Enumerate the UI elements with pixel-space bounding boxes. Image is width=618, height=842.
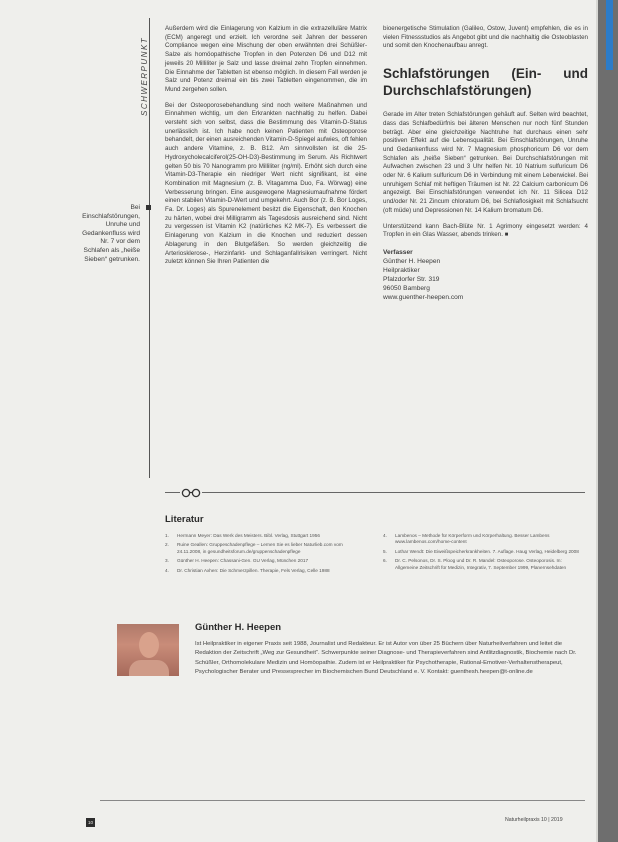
author-block: [383, 248, 588, 302]
paragraph: bioenergetische Stimulation (Galileo, Ostow, Juvent) empfehlen, die es in vielen Fitnessstudios als Angebot gibt und die nachhaltig die Osteoblasten und somit den Knochenaufbau anregt.: [383, 25, 588, 50]
article-column-right: [383, 25, 588, 302]
reference-item: 2. Ruine Geallen: Gruppeschadenpflege – Lernen Sie es lieber Naturlieb.com vom 24.11.2008, in gesundheitsforum.de/gruppenschadenpflege: [165, 542, 343, 554]
glasses-icon: [180, 486, 202, 499]
next-page-edge-strip: [606, 0, 613, 70]
sidenote-quote: Bei Einschlafstörungen, Unruhe und Gedankenfluss wird Nr. 7 vor dem Schlafen als „heiße Sieben“ getrunken.: [82, 204, 140, 263]
reference-item: 4. Lambenos – Methode für Körperform und Körperhaltung. Besser Lambens www.lambenos.com/home-content: [383, 533, 550, 545]
paragraph: Bei der Osteoporosebehandlung sind noch weitere Maßnahmen und Einnahmen wichtig, um den Erkrankten nachhaltig zu helfen. Dabei versteht sich von selbst, dass die Bestimmung des Vitamin-D-Status unerlässlich ist. Ich habe noch keinen Patienten mit Osteoporose behandelt, der einen ausreichenden Vitamin-D-Spiegel aufwies, oft fehlen auch andere Vitamine, z. B. B12. Am sinnvollsten ist die 25-Hydroxycholecalciferol(25-OH-D3)-Bestimmung im Serum. Als Richtwert gelten 50 bis 70 Nanogramm pro Milliliter (ng/ml). Erhöht sich durch eine Vitamin-D3-Therapie ein niedriger Wert nicht signifikant, ist eine Kombination mit Magnesium (z. B. Vitagamma Duo, Fa. Wörwag) eine Verbesserung bringen. Eine ausgewogene Magnesiumaufnahme fördert einen stabilen Vitamin-D-Wert und umgekehrt. Auch Bor (z. B. Bor Loges, Fa. Dr. Loges) als Spurenelement besitzt die Eigenschaft, den Knochen zu härten, wobei drei Milligramm als Tagesdosis ausreichend sind. Nicht zu vergessen ist Vitamin K2 (natürliches K2 MK-7). Es verbessert die Einlagerung von Kalzium in die Knochen und reduziert dessen Ablagerung in den Blutgefäßen. So werden gleichzeitig die Arteriosklerose-, Herzinfarkt- und Schlaganfallrisiken verringert. Nicht zuletzt können Sie Ihren Patienten die: [165, 101, 367, 266]
end-square-icon: ■: [504, 232, 509, 239]
author-website-link[interactable]: www.guenther-heepen.com: [383, 293, 464, 301]
reference-item: 6. Dr. C. Pelsonos, Dr. S. Ploog und Dr. R. Mandel: Osteoporose. Osteoporosis. In: Allgemeine Zeitschrift für Medizin, Integrativ, 7. September 1999, Planernsehdaten: [383, 558, 567, 570]
author-line: 96050 Bamberg: [383, 284, 430, 292]
bio-text: Ist Heilpraktiker in eigener Praxis seit 1988, Journalist und Redakteur. Er ist Autor von über 25 Büchern über Naturheilverfahren und leitet die Redaktion der Zeitschrift „Weg zur Gesundheit“. Schwerpunkte seiner Diagnose- und Therapieverfahren sind Antlitzdiagnostik, Biochemie nach Dr. Schüßler, Orthomolekulare Medizin und Homöopathie. Zudem ist er Heilpraktiker für Psychotherapie, Rational-Emotiver-Verhaltenstherapeut, Psychologischer Berater und Pressesprecher im Biochemischen Bund Deutschland e. V. Kontakt: guenthesh.heepen@t-online.de: [195, 641, 577, 676]
author-line: Heilpraktiker: [383, 266, 420, 274]
sidenote-marker: [146, 205, 151, 210]
literature-divider: [165, 492, 585, 493]
literature-list-right: [383, 533, 583, 574]
literature-title: Literatur: [165, 514, 204, 525]
journal-footer: Naturheilpraxis 10 | 2019: [505, 817, 563, 823]
reference-item: 1. Hermann Meyer: Das Werk des Meisters. Bibl. Verlag, Stuttgart 1956: [165, 533, 320, 538]
section-label: SCHWERPUNKT: [140, 36, 149, 116]
paragraph-text: Unterstützend kann Bach-Blüte Nr. 1 Agrimony eingesetzt werden: 4 Tropfen in ein Glas Wasser, abends trinken.: [383, 222, 588, 239]
paragraph: Außerdem wird die Einlagerung von Kalzium in die extrazelluläre Matrix (ECM) angeregt und erzielt. Ich verordne seit Jahren der besseren Compliance wegen eine Mischung der oben erwähnten drei Schüßler-Salze als homöopathische Tropfen in den Potenzen D6 und D12 mit jeweils 20 Milliliter je Salz und lasse dreimal zehn Tropfen einnehmen. Die Einnahme der Tabletten ist ebenso möglich. In diesem Fall werden je Salz und Potenz dreimal ein bis zwei Tabletten eingenommen, die im Mund zergehen sollen.: [165, 25, 367, 93]
reference-item: 4. Dr. Christian Axhen: Die Schmerzpillen. Therapie, Fels Verlag, Celle 1988: [165, 567, 330, 573]
article-column-left: [165, 25, 367, 274]
bio-name: Günther H. Heepen: [195, 622, 282, 633]
reference-item: 5. Lothar Wendt: Die Eiweißspeicherkrankheiten. 7. Auflage. Haug Verlag, Heidelberg 2008: [383, 548, 579, 554]
footer-rule: [100, 800, 585, 801]
author-photo: [117, 624, 179, 676]
reference-item: 3. Günther H. Heepen: Chassani-Gen. GU Verlag, München 2017: [165, 558, 309, 564]
paragraph: Gerade im Alter treten Schlafstörungen gehäuft auf. Selten wird beachtet, dass das Schlafbedürfnis bei älteren Menschen nur noch fünf Stunden beträgt. Aber eine gleichzeitige Nachtruhe hat durchaus einen sehr positiven Effekt auf die Lebensqualität. Bei Einschlafstörungen, Unruhe und Gedankenfluss wird Nr. 7 Magnesium phosphoricum D6 vor dem Schlafen als „heiße Sieben“ getrunken. Bei Durchschlafstörungen mit Aufwachen zwischen 23 und 3 Uhr helfen Nr. 10 Natrium sulfuricum D6 oder Nr. 6 Kalium sulfuricum D6 in Verbindung mit einem Leberwickel. Bei unruhigem Schlaf mit heftigen Träumen ist Nr. 22 Calcium carbonicum D6 angezeigt. Bei Einschlafstörungen verwendet ich Nr. 11 Silicea D12 und/oder Nr. 21 Zincum chloratum D6, bei Schlaflosigkeit mit Schlafsucht (oft müde) und Depressionen Nr. 14 Kalium bromatum D6.: [383, 111, 588, 214]
background-gutter: [598, 0, 618, 842]
paragraph: [383, 223, 588, 240]
page-number: 10: [87, 820, 93, 825]
section-rule: [149, 18, 150, 478]
section-heading: Schlafstörungen (Ein- und Durchschlafstörungen): [383, 66, 588, 99]
author-line: Günther H. Heepen: [383, 257, 441, 265]
literature-list-left: [165, 533, 365, 577]
author-label: Verfasser: [383, 248, 413, 256]
author-line: Pfalzdorfer Str. 319: [383, 275, 440, 283]
